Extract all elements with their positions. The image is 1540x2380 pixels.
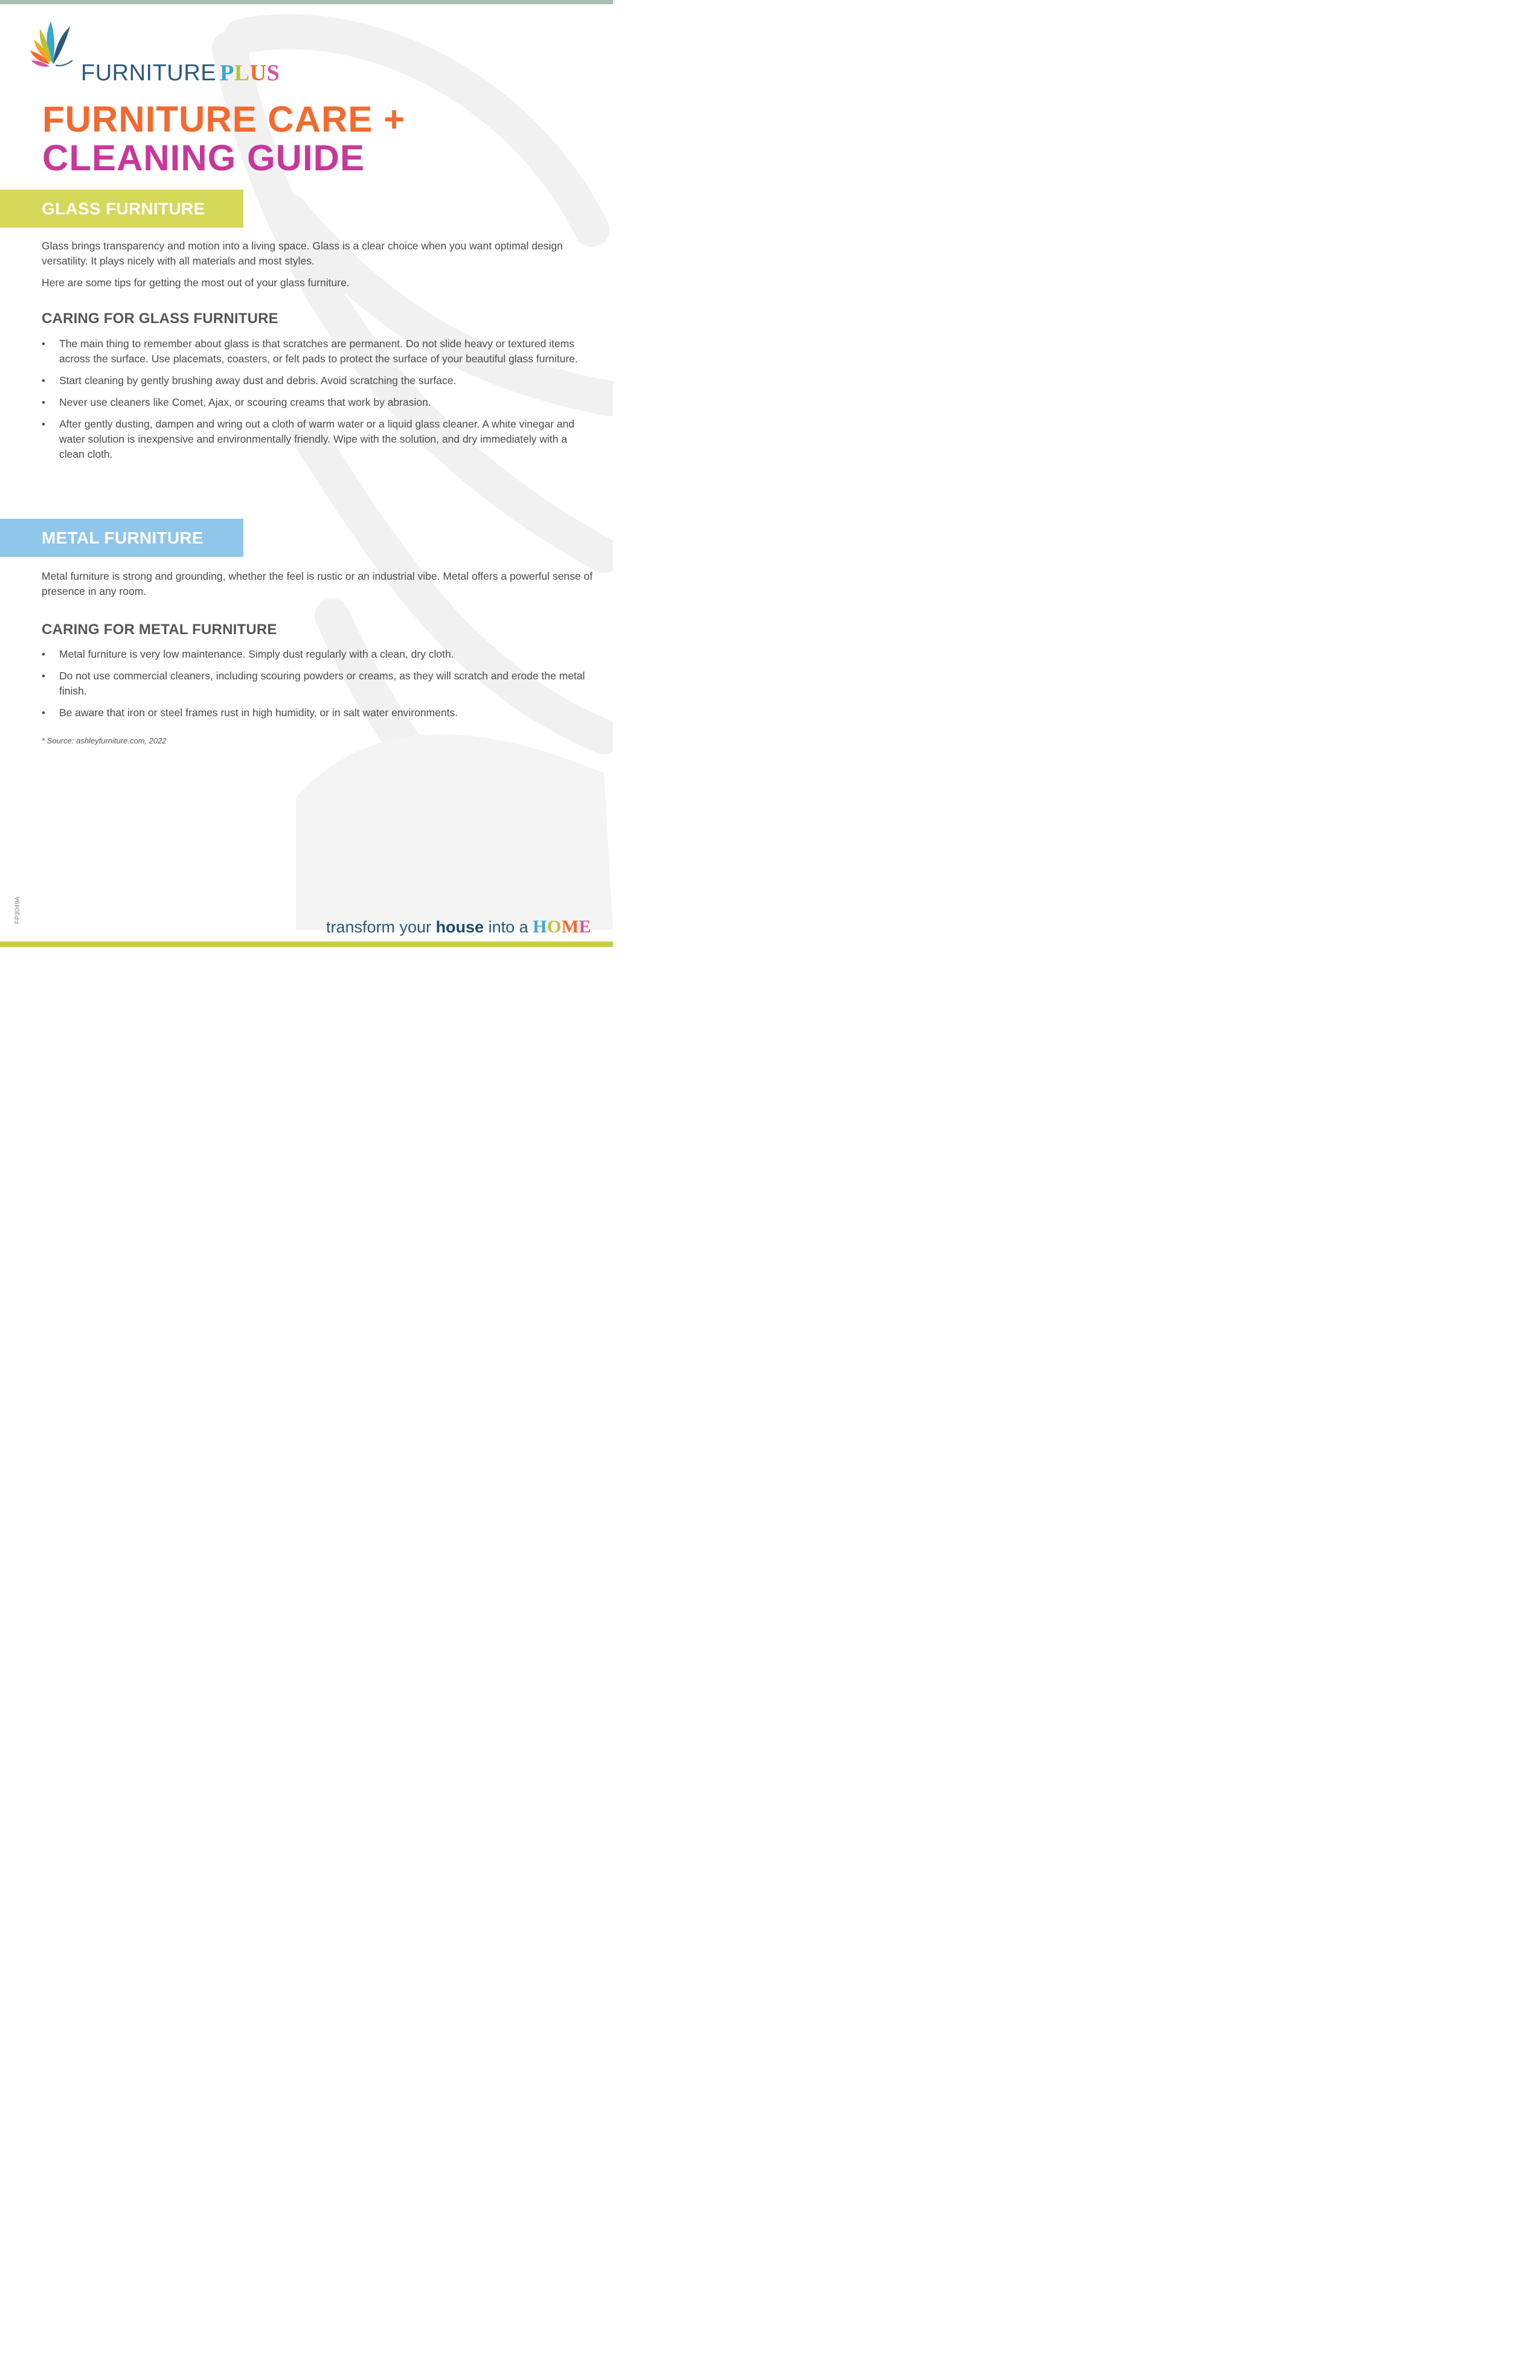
brand-logo — [29, 16, 283, 88]
page-title-line-2: CLEANING GUIDE — [42, 138, 365, 178]
brand-plus-letter: S — [266, 60, 280, 86]
metal-section-band — [0, 519, 243, 557]
tagline-mid: into a — [484, 918, 533, 936]
bottom-rule — [0, 941, 613, 947]
bullet-icon: • — [42, 649, 45, 660]
metal-section-heading: METAL FURNITURE — [42, 528, 204, 547]
bullet-icon: • — [42, 375, 45, 387]
bullet-icon: • — [42, 707, 45, 719]
list-item — [42, 336, 585, 367]
tagline — [326, 917, 591, 937]
brand-wordmark — [81, 62, 280, 85]
brand-word: FURNITURE — [81, 60, 217, 86]
brand-plus-letter: L — [234, 60, 250, 86]
list-item — [42, 395, 585, 410]
page-title-line-1: FURNITURE CARE + — [42, 99, 406, 140]
tagline-pre: transform your — [326, 918, 436, 936]
bullet-icon: • — [42, 419, 45, 430]
list-item — [42, 417, 585, 462]
list-item-text: Start cleaning by gently brushing away dust and debris. Avoid scratching the surface. — [59, 374, 457, 387]
list-item-text: The main thing to remember about glass is that scratches are permanent. Do not slide heavy or textured items across the surface. Use placemats, coasters, or felt pads to protect the surface of your beautiful glass furniture. — [59, 338, 578, 365]
metal-intro: Metal furniture is strong and grounding, whether the feel is rustic or an industrial vibe. Metal offers a powerful sense of presence in any room. — [42, 570, 593, 597]
list-item-text: Metal furniture is very low maintenance. Simply dust regularly with a clean, dry cloth. — [59, 648, 454, 660]
home-letter: O — [547, 917, 562, 937]
glass-section-band — [0, 190, 243, 228]
home-letter: H — [533, 917, 547, 937]
glass-section-heading: GLASS FURNITURE — [42, 199, 205, 218]
brand-plus-letter: U — [249, 60, 267, 86]
list-item-text: After gently dusting, dampen and wring out a cloth of warm water or a liquid glass cleaner. A white vinegar and water solution is inexpensive and environmentally friendly. Wipe with the solution, and dry immediately with a clean cloth. — [59, 418, 575, 460]
tagline-home — [533, 917, 591, 937]
metal-care-subheading: CARING FOR METAL FURNITURE — [42, 621, 277, 638]
list-item — [42, 647, 585, 662]
list-item-text: Be aware that iron or steel frames rust in high humidity, or in salt water environments. — [59, 707, 458, 719]
glass-care-list — [42, 336, 585, 469]
home-letter: M — [561, 917, 579, 937]
butterfly-icon — [29, 16, 77, 70]
glass-tips-intro: Here are some tips for getting the most out of your glass furniture. — [42, 277, 350, 289]
top-rule — [0, 0, 613, 4]
document-code: FP3049A — [14, 896, 21, 924]
source-note: * Source: ashleyfurniture.com, 2022 — [42, 736, 167, 745]
bullet-icon: • — [42, 397, 45, 408]
glass-care-subheading: CARING FOR GLASS FURNITURE — [42, 310, 278, 327]
list-item-text: Never use cleaners like Comet, Ajax, or scouring creams that work by abrasion. — [59, 396, 431, 408]
list-item — [42, 705, 585, 720]
bullet-icon: • — [42, 670, 45, 682]
tagline-house: house — [435, 918, 484, 936]
bullet-icon: • — [42, 338, 45, 350]
brand-plus — [220, 60, 280, 86]
brand-plus-letter: P — [220, 60, 234, 86]
metal-care-list — [42, 647, 585, 727]
list-item — [42, 669, 585, 699]
home-letter: E — [579, 917, 592, 937]
glass-intro: Glass brings transparency and motion into a living space. Glass is a clear choice when you want optimal design versatility. It plays nicely with all materials and most styles. — [42, 240, 563, 267]
list-item-text: Do not use commercial cleaners, including scouring powders or creams, as they will scratch and erode the metal finish. — [59, 670, 585, 697]
list-item — [42, 373, 585, 388]
